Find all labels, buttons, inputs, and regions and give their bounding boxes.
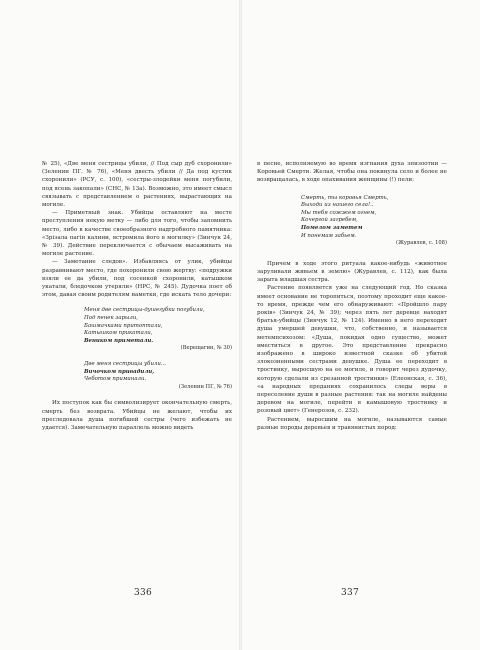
book-gutter xyxy=(239,0,242,650)
poem-line: Чеботом приминали. xyxy=(84,376,147,383)
left-page-number: 336 xyxy=(134,588,153,598)
poem-line: Помелом заметем xyxy=(301,224,363,231)
poem-line: Башмачками притоптали, xyxy=(84,322,163,329)
right-paragraph-1: в песне, исполняемую во время изгнания духа эпизоотии — Коровьей Смерти. Желая, чтобы она покинула село и более не возвращалась, в ходе опахивания женщины (!) пели: xyxy=(257,161,447,184)
left-paragraph-1: № 25), «Две меня сестрицы убили, // Под сыр дуб схоронили» (Зеленин ПГ. № 76), «Меня двесть убили // Да под кустик схоронили» (РСУ, с. 100), «сестры-злодейки меня погубили, под ясень закопали» (СНС, № 13а). Возможно, это имеет смысл связывать с представлением о растениях, вырастающих на могиле. xyxy=(42,161,232,209)
left-paragraph-3: — Заметание следов». Избавляясь от улик, убийцы разравнивают место, где похоронили свою жертву: «подружки взяли ее да убили, под сосенкой схоронили, катышком укатали, бледочком утеряли» (НРС, № 245). Дудочка поет об этом, давая своим родителям наметки, где искать тело дочери: xyxy=(42,259,232,299)
poem-line: И понемам забьем. xyxy=(301,232,357,239)
right-page xyxy=(257,160,447,432)
left-poem-2 xyxy=(42,361,232,391)
right-page-number: 337 xyxy=(341,588,360,598)
poem-source: (Зеленин ПГ, № 76) xyxy=(178,383,232,390)
left-paragraph-2: — Приметный знак. Убийцы оставляют на месте преступления некую метку — либо для того, чтобы запомнить место, либо в качестве своеобразного надгробного памятника: «Зрізала пагін калини, встромила його в могилку» (Зинчук 24, № 39). Действие переключается с обычаем высаживать на могиле растение. xyxy=(42,210,232,258)
poem-line: Две меня сестрицы убили... xyxy=(84,361,166,368)
poem-line: Вичочком привадили, xyxy=(84,368,155,375)
poem-line: Смерть, ты коровья Смерть, xyxy=(301,194,389,201)
poem-line: Под пенек зарыли, xyxy=(84,315,139,322)
poem-line: Мы тебя сожжем огнем, xyxy=(301,209,377,216)
right-poem xyxy=(257,195,447,248)
left-page xyxy=(42,160,232,432)
poem-source: (Верещагин, № 30) xyxy=(180,345,232,352)
left-poem-1 xyxy=(42,307,232,353)
poem-line: Кочергой загребем, xyxy=(301,217,358,224)
poem-line: Веником приметали. xyxy=(84,337,154,344)
right-paragraph-3: Растение появляется уже на следующий год. Но сказка имеет основание не торопиться, поэтому проходит еще какое-то время, прежде чем его обнаруживают: «Пройшло пару років» (Зинчук 24, № 39); через пять лет деревце находят братья-убийцы (Зинчук 12, № 124). Именно в него переходит душа умершей девушки, что, собственно, и называется метемпсихозом: «Душа, покидая одно существо, может вместиться в другое. Это представление прекрасно изображено в широко известной сказке об убитой злокозненными сестрами девушке. Душа ее переходит в тростинку, выросшую на ее могиле, и говорит через дудочку, которую сделали из срезанной тростинки» (Елеонская, с. 36), «а народных преданиях сохранилось следы веры в переселение души в разные растения: так на могиле найдены деревом на могиле, перейти в камышовую тростинку и розовый цвет» (Генерозов, с. 232). xyxy=(257,285,447,415)
poem-line: Меня две сестрицы-душегубки погубили, xyxy=(84,307,205,314)
right-paragraph-2: Причем в ходе этого ритуала какое-нибудь «животное заруливали живьем в землю» (Журавлев, с. 112), как была зарыта младшая сестра. xyxy=(257,260,447,284)
poem-line: Выходи из нашего села!.. xyxy=(301,202,374,209)
poem-source: (Журавлев, с. 108) xyxy=(396,240,447,247)
left-paragraph-4: Их поступок как бы символизирует окончательную смерть, смерть без возврата. Убийцы не желают, чтобы их преследовала душа погибшей сестры (чего избежать не удается). Замечательную параллель можно видеть xyxy=(42,400,232,431)
right-paragraph-4: Растением, выросшим на могиле, называются самые разные породы деревьев и травянистых пород: xyxy=(257,416,447,431)
poem-line: Катышком прикатали, xyxy=(84,330,153,337)
